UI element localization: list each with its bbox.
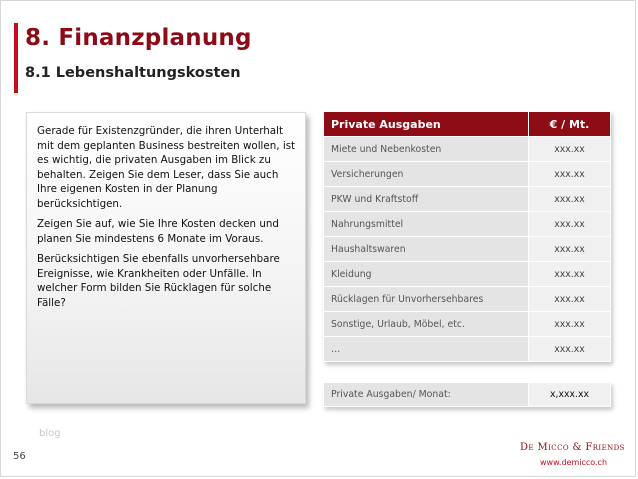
- table-row: [324, 237, 611, 262]
- row-amount: xxx.xx: [529, 312, 611, 337]
- page-subtitle: 8.1 Lebenshaltungskosten: [25, 65, 241, 81]
- row-category: Sonstige, Urlaub, Möbel, etc.: [324, 312, 529, 337]
- table-row: [324, 187, 611, 212]
- info-paragraph-2: Zeigen Sie auf, wie Sie Ihre Kosten decken und planen Sie mindestens 6 Monate im Voraus.: [37, 218, 279, 245]
- row-category: Nahrungsmittel: [324, 212, 529, 237]
- header-private-expenses: Private Ausgaben: [324, 112, 529, 137]
- company-logo: De Micco & Friends: [520, 442, 625, 453]
- table-row: [324, 162, 611, 187]
- expenses-total-table: [323, 382, 611, 407]
- info-text-box: [26, 112, 306, 404]
- row-amount: xxx.xx: [529, 162, 611, 187]
- table-row: [324, 337, 611, 362]
- row-category: …: [324, 337, 529, 362]
- row-amount: xxx.xx: [529, 337, 611, 362]
- row-amount: xxx.xx: [529, 212, 611, 237]
- info-paragraph-1: Gerade für Existenzgründer, die ihren Unterhalt mit dem geplanten Business bestreiten wollen, ist es wichtig, die privaten Ausgaben im Blick zu behalten. Zeigen Sie dem Leser, dass Sie auch Ihre eigenen Kosten in der Planung berücksichtigen.: [37, 125, 296, 210]
- table-row: [324, 312, 611, 337]
- total-row: [324, 383, 611, 407]
- company-url: www.demicco.ch: [540, 458, 608, 467]
- row-category: Rücklagen für Unvorhersehbares: [324, 287, 529, 312]
- watermark-text: blog: [39, 428, 61, 439]
- row-category: Versicherungen: [324, 162, 529, 187]
- table-header-row: [324, 112, 611, 137]
- total-amount: x,xxx.xx: [529, 383, 611, 407]
- row-category: Haushaltswaren: [324, 237, 529, 262]
- row-amount: xxx.xx: [529, 262, 611, 287]
- total-label: Private Ausgaben/ Monat:: [324, 383, 529, 407]
- table-row: [324, 262, 611, 287]
- page-number: 56: [13, 451, 26, 462]
- row-amount: xxx.xx: [529, 237, 611, 262]
- row-category: Miete und Nebenkosten: [324, 137, 529, 162]
- row-amount: xxx.xx: [529, 287, 611, 312]
- table-row: [324, 137, 611, 162]
- page-title: 8. Finanzplanung: [25, 25, 252, 51]
- expenses-table: [323, 111, 611, 362]
- header-accent-bar: [14, 23, 18, 93]
- row-category: Kleidung: [324, 262, 529, 287]
- row-amount: xxx.xx: [529, 187, 611, 212]
- table-row: [324, 287, 611, 312]
- info-paragraph-3: Berücksichtigen Sie ebenfalls unvorhersehbare Ereignisse, wie Krankheiten oder Unfälle. In welcher Form bilden Sie Rücklagen für solche Fälle?: [37, 253, 280, 309]
- row-category: PKW und Kraftstoff: [324, 187, 529, 212]
- header-amount-per-month: € / Mt.: [529, 112, 611, 137]
- row-amount: xxx.xx: [529, 137, 611, 162]
- table-row: [324, 212, 611, 237]
